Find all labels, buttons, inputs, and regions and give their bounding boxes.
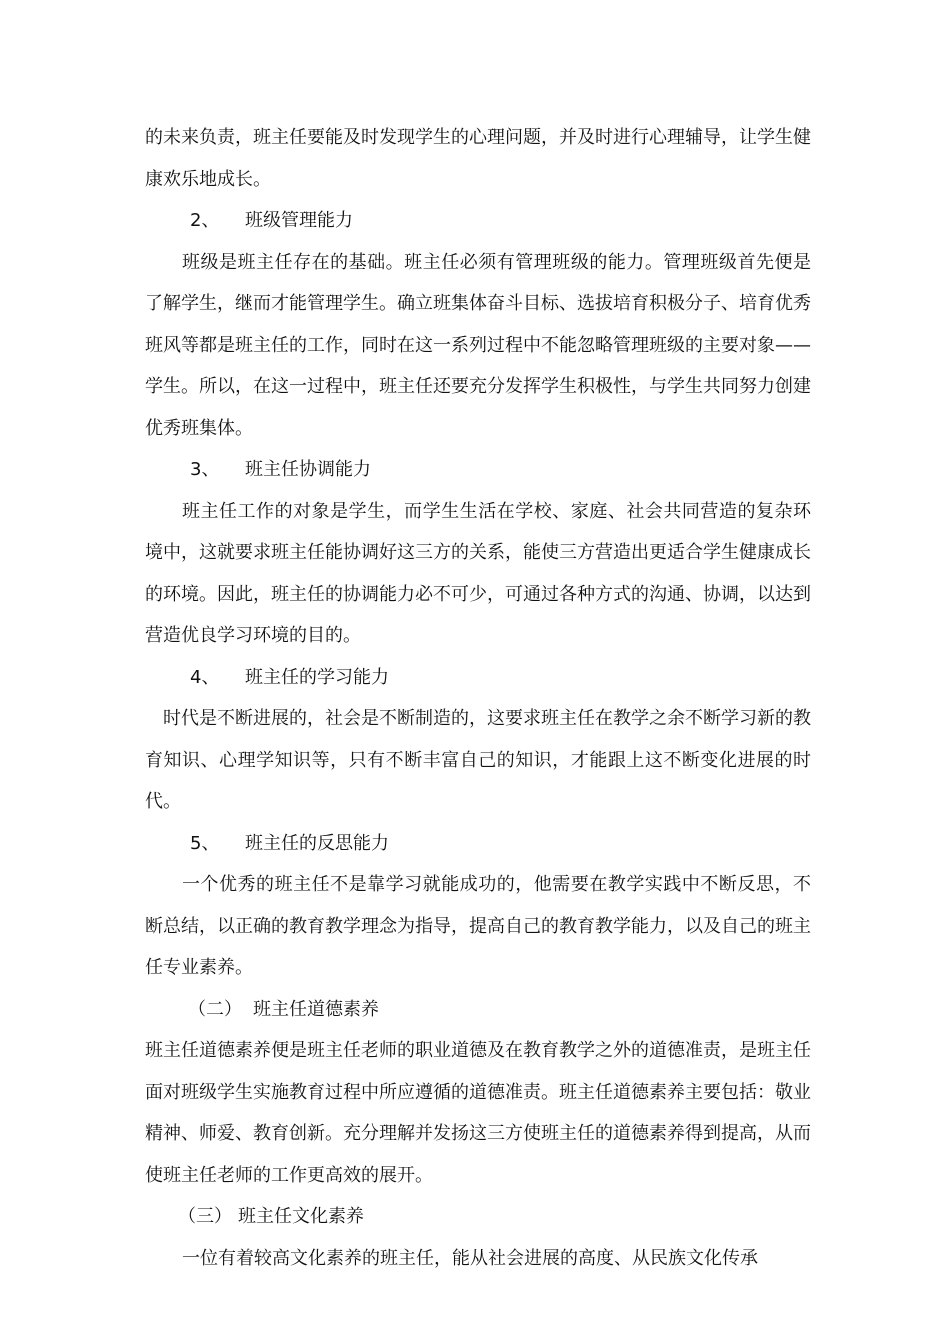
section-title: 班主任的反思能力 bbox=[245, 832, 389, 854]
section-number: 5、 bbox=[190, 832, 220, 854]
section-heading bbox=[145, 989, 811, 1031]
section-number: 2、 bbox=[190, 210, 220, 231]
section-title: 班主任文化素养 bbox=[238, 1206, 364, 1227]
section-title: 班级管理能力 bbox=[245, 210, 353, 231]
section-heading bbox=[145, 657, 811, 699]
section-number: 3、 bbox=[190, 459, 220, 480]
section-title: 班主任道德素养 bbox=[253, 998, 379, 1020]
body-paragraph: 时代是不断进展的，社会是不断制造的，这要求班主任在教学之余不断学习新的教育知识、心理学知识等，只有不断丰富自己的知识，才能跟上这不断变化进展的时代。 bbox=[145, 708, 811, 812]
section-heading bbox=[145, 200, 811, 242]
body-paragraph: 班主任道德素养便是班主任老师的职业道德及在教育教学之外的道德准责，是班主任面对班级学生实施教育过程中所应遵循的道德准责。班主任道德素养主要包括：敬业精神、师爱、教育创新。充分理解并发扬这三方使班主任的道德素养得到提高，从而使班主任老师的工作更高效的展开。 bbox=[145, 1040, 811, 1186]
body-paragraph: 班主任工作的对象是学生，而学生生活在学校、家庭、社会共同营造的复杂环境中，这就要求班主任能协调好这三方的关系，能使三方营造出更适合学生健康成长的环境。因此，班主任的协调能力必不可少，可通过各种方式的沟通、协调，以达到营造优良学习环境的目的。 bbox=[145, 500, 811, 646]
section-number: 4、 bbox=[190, 666, 220, 688]
body-paragraph: 班级是班主任存在的基础。班主任必须有管理班级的能力。管理班级首先便是了解学生，继而才能管理学生。确立班集体奋斗目标、选拔培育积极分子、培育优秀班风等都是班主任的工作，同时在这一系列过程中不能忽略管理班级的主要对象——学生。所以，在这一过程中，班主任还要充分发挥学生积极性，与学生共同努力创建优秀班集体。 bbox=[145, 251, 811, 439]
body-paragraph: 的未来负责，班主任要能及时发现学生的心理问题，并及时进行心理辅导，让学生健康欢乐地成长。 bbox=[145, 127, 811, 190]
section-heading bbox=[145, 823, 811, 865]
body-paragraph: 一位有着较高文化素养的班主任，能从社会进展的高度、从民族文化传承 bbox=[182, 1247, 758, 1269]
section-number: （三） bbox=[178, 1206, 232, 1227]
section-heading bbox=[145, 449, 811, 491]
section-heading bbox=[145, 1196, 811, 1238]
body-paragraph: 一个优秀的班主任不是靠学习就能成功的，他需要在教学实践中不断反思，不断总结，以正确的教育教学理念为指导，提高自己的教育教学能力，以及自己的班主任专业素养。 bbox=[145, 874, 811, 978]
section-number: （二） bbox=[188, 998, 242, 1020]
section-title: 班主任的学习能力 bbox=[245, 666, 389, 688]
document-body bbox=[145, 117, 811, 1279]
section-title: 班主任协调能力 bbox=[245, 459, 371, 480]
